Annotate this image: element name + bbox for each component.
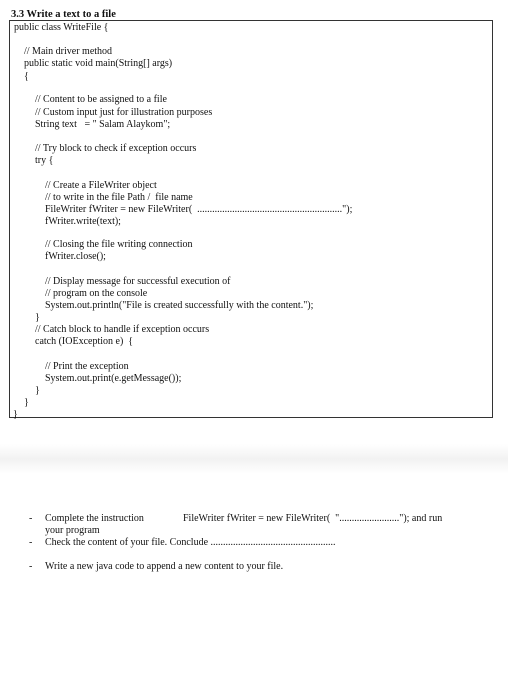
section-heading: 3.3 Write a text to a file (11, 9, 116, 20)
code-line: // program on the console (45, 288, 148, 299)
code-line: FileWriter fWriter = new FileWriter( .........................................................."); (45, 204, 353, 215)
code-line: public static void main(String[] args) (24, 58, 173, 69)
code-line: // Closing the file writing connection (45, 239, 193, 250)
code-line: } (35, 312, 40, 323)
code-line: try { (35, 155, 54, 166)
code-line: // Display message for successful execution of (45, 276, 231, 287)
code-line: // Main driver method (24, 46, 113, 57)
code-line: System.out.print(e.getMessage()); (45, 373, 182, 384)
code-line: System.out.println("File is created successfully with the content."); (45, 300, 314, 311)
code-line: // Create a FileWriter object (45, 180, 157, 191)
code-line: // Try block to check if exception occurs (35, 143, 197, 154)
bullet-dash: - (29, 537, 33, 548)
code-line: // Content to be assigned to a file (35, 94, 167, 105)
bullet-dash: - (29, 561, 33, 572)
code-line: // Print the exception (45, 361, 129, 372)
code-line: fWriter.close(); (45, 251, 106, 262)
code-line: String text = " Salam Alaykom"; (35, 119, 171, 130)
instruction-1-code: FileWriter fWriter = new FileWriter( "........................"); and run (183, 513, 443, 524)
bullet-dash: - (29, 513, 33, 524)
instruction-2-text: Check the content of your file. Conclude .................................................. (45, 537, 336, 548)
code-line: catch (IOException e) { (35, 336, 134, 347)
code-line: // Custom input just for illustration purposes (35, 107, 213, 118)
section-divider (0, 444, 508, 474)
code-line: } (13, 409, 18, 420)
code-line: public class WriteFile { (14, 22, 109, 33)
code-line: } (35, 385, 40, 396)
code-line: // to write in the file Path / file name (45, 192, 193, 203)
code-line: } (24, 397, 29, 408)
code-line: // Catch block to handle if exception occurs (35, 324, 210, 335)
code-line: { (24, 71, 29, 82)
code-line: fWriter.write(text); (45, 216, 121, 227)
instruction-1-continued: your program (45, 525, 100, 536)
instruction-1-text: Complete the instruction (45, 513, 144, 524)
instruction-3-text: Write a new java code to append a new content to your file. (45, 561, 284, 572)
